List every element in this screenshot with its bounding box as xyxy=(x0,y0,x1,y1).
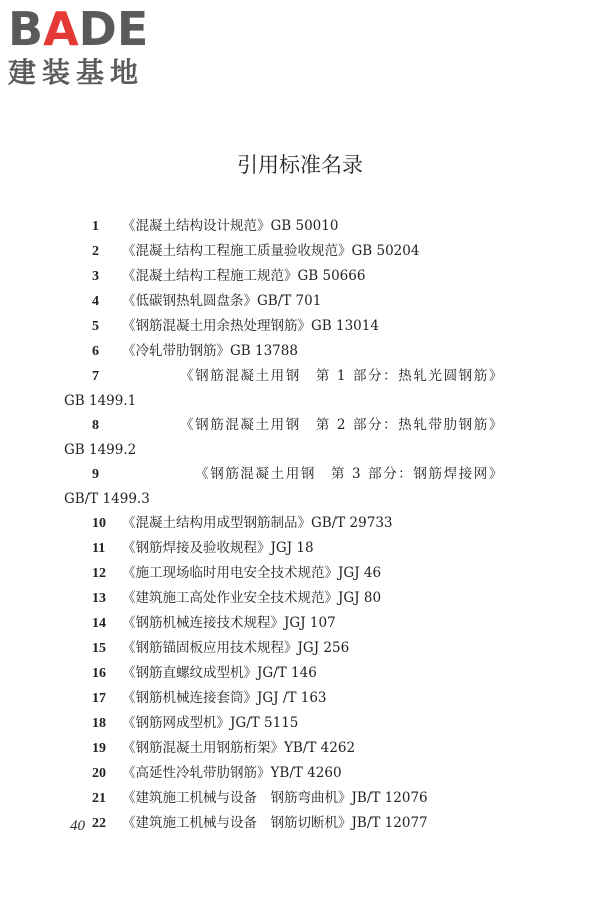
standard-item-line xyxy=(64,711,504,736)
standard-item-code: GB 1499.2 xyxy=(64,442,137,458)
logo-letters-de: DE xyxy=(78,2,149,56)
standard-item xyxy=(64,413,504,462)
standard-item-line xyxy=(64,561,504,586)
standard-item-title: 《钢筋焊接及验收规程》JGJ 18 xyxy=(122,540,314,556)
standard-item xyxy=(64,462,504,511)
page-number: 40 xyxy=(70,818,85,834)
standard-item xyxy=(64,289,504,314)
standard-item xyxy=(64,511,504,536)
logo-letter-b: B xyxy=(8,2,44,56)
standard-item xyxy=(64,586,504,611)
standard-item-number: 19 xyxy=(92,741,106,756)
standard-item xyxy=(64,736,504,761)
standard-item-line xyxy=(64,661,504,686)
standard-item-title: 《钢筋混凝土用钢筋桁架》YB/T 4262 xyxy=(122,740,356,756)
standard-item-title: 《钢筋混凝土用钢 第 1 部分：热轧光圆钢筋》 xyxy=(180,368,504,384)
standard-item-title: 《钢筋混凝土用钢 第 2 部分：热轧带肋钢筋》 xyxy=(180,417,504,433)
standards-list xyxy=(64,214,504,836)
page-title: 引用标准名录 xyxy=(237,153,363,177)
standard-item-line xyxy=(64,511,504,536)
standard-item xyxy=(64,811,504,836)
logo-chinese-name: 建装基地 xyxy=(8,56,145,89)
standard-item-number: 4 xyxy=(92,294,99,309)
standard-item-line xyxy=(64,339,504,364)
standard-item-line xyxy=(64,314,504,339)
standard-item-title: 《建筑施工机械与设备 钢筋切断机》JB/T 12077 xyxy=(122,815,428,831)
standard-item-number: 15 xyxy=(92,641,106,656)
standard-item-line xyxy=(64,413,504,438)
standard-item xyxy=(64,611,504,636)
standard-item xyxy=(64,214,504,239)
standard-item-number: 5 xyxy=(92,319,99,334)
standard-item-number: 3 xyxy=(92,269,99,284)
standard-item xyxy=(64,314,504,339)
standard-item-number: 16 xyxy=(92,666,106,681)
logo-wordmark xyxy=(8,4,178,54)
standard-item-number: 8 xyxy=(92,418,99,433)
standard-item-number: 11 xyxy=(92,541,106,556)
standard-item-number: 10 xyxy=(92,516,106,531)
standard-item-number: 14 xyxy=(92,616,106,631)
standard-item-number: 22 xyxy=(92,816,106,831)
standard-item-title: 《混凝土结构用成型钢筋制品》GB/T 29733 xyxy=(122,515,393,531)
standard-item-title: 《混凝土结构工程施工质量验收规范》GB 50204 xyxy=(122,243,420,259)
standard-item-title: 《建筑施工机械与设备 钢筋弯曲机》JB/T 12076 xyxy=(122,790,428,806)
standard-item-line xyxy=(64,289,504,314)
standard-item-number: 20 xyxy=(92,766,106,781)
standard-item-title: 《钢筋直螺纹成型机》JG/T 146 xyxy=(122,665,317,681)
standard-item xyxy=(64,264,504,289)
standard-item-title: 《钢筋混凝土用钢 第 3 部分：钢筋焊接网》 xyxy=(195,466,504,482)
standard-item xyxy=(64,661,504,686)
standard-item xyxy=(64,536,504,561)
standard-item-line xyxy=(64,636,504,661)
standard-item-title: 《低碳钢热轧圆盘条》GB/T 701 xyxy=(122,293,322,309)
standard-item xyxy=(64,786,504,811)
standard-item-line xyxy=(64,214,504,239)
standard-item-title: 《施工现场临时用电安全技术规范》JGJ 46 xyxy=(122,565,382,581)
standard-item-line xyxy=(64,761,504,786)
standard-item xyxy=(64,711,504,736)
standard-item-line xyxy=(64,686,504,711)
standard-item-title: 《建筑施工高处作业安全技术规范》JGJ 80 xyxy=(122,590,382,606)
standard-item-line xyxy=(64,586,504,611)
standard-item xyxy=(64,636,504,661)
standard-item-number: 21 xyxy=(92,791,106,806)
standard-item-line xyxy=(64,239,504,264)
standard-item-line xyxy=(64,811,504,836)
standard-item-line xyxy=(64,536,504,561)
standard-item-number: 1 xyxy=(92,219,99,234)
standard-item-title: 《钢筋锚固板应用技术规程》JGJ 256 xyxy=(122,640,350,656)
logo xyxy=(8,4,178,90)
standard-item xyxy=(64,364,504,413)
standard-item xyxy=(64,686,504,711)
standard-item-number: 12 xyxy=(92,566,106,581)
standard-item-title: 《钢筋机械连接套筒》JGJ /T 163 xyxy=(122,690,327,706)
standard-item xyxy=(64,761,504,786)
standard-item-line xyxy=(64,462,504,487)
standard-item-number: 18 xyxy=(92,716,106,731)
standard-item-line xyxy=(64,364,504,389)
standard-item-number: 2 xyxy=(92,244,99,259)
standard-item-code: GB/T 1499.3 xyxy=(64,491,150,507)
standard-item-line xyxy=(64,611,504,636)
standard-item-title: 《钢筋机械连接技术规程》JGJ 107 xyxy=(122,615,336,631)
standard-item-line xyxy=(64,264,504,289)
standard-item-title: 《钢筋混凝土用余热处理钢筋》GB 13014 xyxy=(122,318,379,334)
standard-item xyxy=(64,239,504,264)
standard-item-number: 17 xyxy=(92,691,106,706)
standard-item-title: 《钢筋网成型机》JG/T 5115 xyxy=(122,715,299,731)
standard-item-line xyxy=(64,736,504,761)
standard-item-title: 《冷轧带肋钢筋》GB 13788 xyxy=(122,343,298,359)
standard-item-title: 《混凝土结构工程施工规范》GB 50666 xyxy=(122,268,366,284)
standard-item xyxy=(64,339,504,364)
standard-item-title: 《混凝土结构设计规范》GB 50010 xyxy=(122,218,339,234)
standard-item-number: 7 xyxy=(92,369,99,384)
standard-item-number: 9 xyxy=(92,467,99,482)
standard-item-title: 《高延性冷轧带肋钢筋》YB/T 4260 xyxy=(122,765,342,781)
standard-item-number: 13 xyxy=(92,591,106,606)
standard-item-code: GB 1499.1 xyxy=(64,393,137,409)
logo-letter-a-accent: A xyxy=(43,2,79,56)
standard-item xyxy=(64,561,504,586)
standard-item-line xyxy=(64,786,504,811)
standard-item-number: 6 xyxy=(92,344,99,359)
